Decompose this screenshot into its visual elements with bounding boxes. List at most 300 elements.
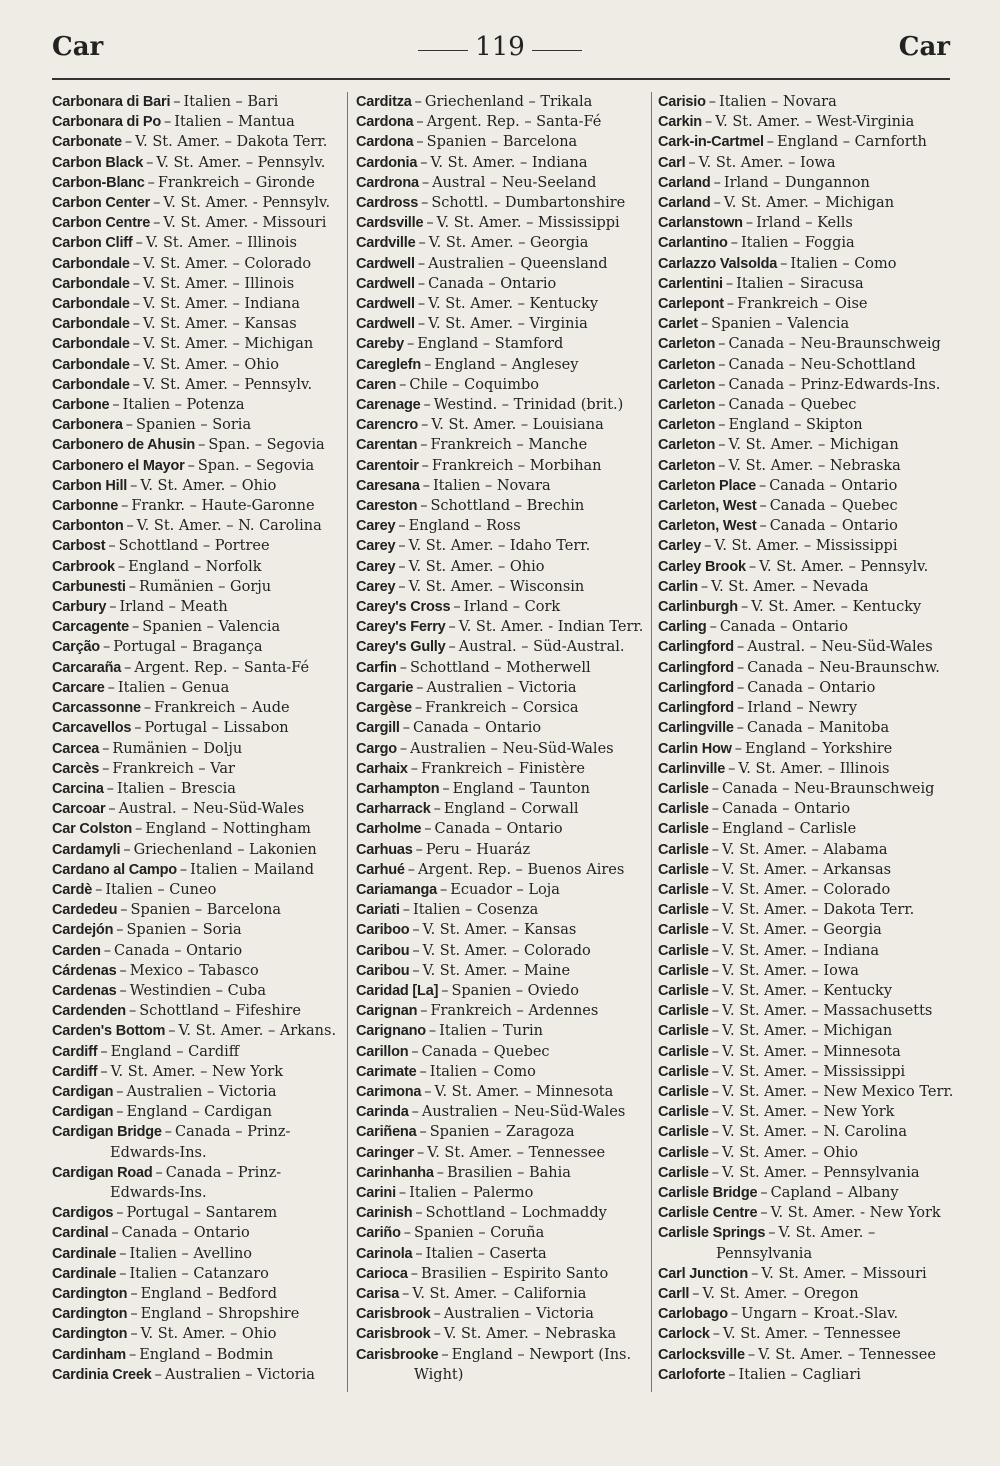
gazetteer-entry [356, 961, 646, 981]
gazetteer-entry [52, 173, 342, 193]
location: V. St. Amer. – Georgia [428, 235, 589, 252]
gazetteer-entry [658, 476, 954, 496]
location: Irland – Cork [463, 599, 561, 616]
entry-dash: – [116, 1205, 124, 1222]
location: V. St. Amer. – Mississippi [436, 215, 620, 232]
place-name: Carfin [356, 659, 397, 676]
location: V. St. Amer. – Colorado [422, 942, 591, 959]
entry-dash: – [410, 1265, 419, 1282]
entry-dash: – [711, 1063, 720, 1080]
gazetteer-entry [658, 759, 954, 779]
location: V. St. Amer. – Michigan [723, 195, 895, 212]
entry-dash: – [412, 942, 420, 959]
place-name: Carlinburgh [658, 599, 738, 616]
gazetteer-entry [658, 1122, 954, 1142]
location: V. St. Amer. – Maine [422, 962, 571, 979]
place-name: Caren [356, 376, 397, 393]
gazetteer-entry [658, 173, 954, 193]
entry-dash: – [119, 1245, 127, 1262]
location: Schottl. – Dumbartonshire [431, 195, 626, 212]
location: V. St. Amer. – Pennsylvania [722, 1164, 920, 1181]
place-name: Carleton [658, 397, 716, 414]
gazetteer-entry [356, 294, 646, 314]
entry-dash: – [102, 740, 110, 757]
place-name: Cárdenas [52, 962, 117, 979]
entry-dash: – [713, 195, 721, 212]
entry-dash: – [130, 1285, 138, 1302]
location: Frankreich – Var [112, 760, 235, 777]
place-name: Carbonton [52, 518, 124, 535]
entry-dash: – [416, 114, 424, 131]
location: Canada – Ontario [747, 679, 876, 696]
place-name: Carisbrook [356, 1326, 431, 1343]
place-name: Cariñena [356, 1124, 417, 1141]
location: V. St. Amer. – Dakota Terr. [722, 902, 915, 919]
place-name: Cardigan [52, 1104, 114, 1121]
location: Canada – Quebec [421, 1043, 550, 1060]
place-name: Cardigos [52, 1205, 114, 1222]
entry-dash: – [421, 174, 430, 191]
entry-dash: – [403, 1225, 411, 1242]
gazetteer-entry [658, 658, 954, 678]
location: Canada – Ontario [114, 942, 243, 959]
entry-dash: – [116, 1083, 124, 1100]
entry-dash: – [704, 538, 712, 555]
location: V. St. Amer. – Tennessee [723, 1326, 901, 1343]
gazetteer-entry [356, 557, 646, 577]
place-name: Carl Junction [658, 1265, 749, 1282]
gazetteer-entry [658, 557, 954, 577]
location: Span. – Segovia [197, 457, 315, 474]
place-name: Carey [356, 578, 396, 595]
place-name: Carlet [658, 316, 698, 333]
gazetteer-entry [356, 355, 646, 375]
place-name: Carling [658, 619, 707, 636]
gazetteer-entry [52, 375, 342, 395]
gazetteer-entry [658, 819, 954, 839]
entry-dash: – [415, 841, 423, 858]
entry-dash: – [726, 296, 735, 313]
entry-dash: – [128, 1346, 137, 1363]
location: Portugal – Santarem [126, 1205, 278, 1222]
place-name: Carey's Ferry [356, 619, 446, 636]
entry-dash: – [711, 881, 720, 898]
entry-dash: – [728, 760, 736, 777]
place-name: Caribou [356, 962, 410, 979]
location: Portugal – Lissabon [144, 720, 289, 737]
entry-dash: – [132, 376, 141, 393]
place-name: Carleton [658, 437, 716, 454]
place-name: Carcea [52, 740, 100, 757]
place-name: Cardamyli [52, 841, 121, 858]
gazetteer-entry [52, 637, 342, 657]
gazetteer-entry [52, 112, 342, 132]
place-name: Carleton [658, 356, 716, 373]
entry-dash: – [421, 457, 429, 474]
location: V. St. Amer. – Illinois [143, 275, 295, 292]
entry-dash: – [740, 599, 749, 616]
gazetteer-entry [658, 941, 954, 961]
location: Schottland – Portree [118, 538, 270, 555]
entry-dash: – [440, 881, 448, 898]
entry-dash: – [164, 1124, 173, 1141]
entry-dash: – [414, 700, 423, 717]
entry-dash: – [692, 1285, 700, 1302]
location: England – Bedford [140, 1285, 277, 1302]
gazetteer-entry [52, 415, 342, 435]
location: V. St. Amer. – Massachusetts [722, 1003, 933, 1020]
location: V. St. Amer. – Indiana [143, 296, 300, 313]
location: Schottland – Brechin [430, 498, 585, 515]
entry-dash: – [398, 558, 406, 575]
place-name: Carcina [52, 780, 104, 797]
place-name: Cardsville [356, 215, 424, 232]
location: Westindien – Cuba [129, 982, 266, 999]
place-name: Carlinville [658, 760, 726, 777]
place-name: Caresana [356, 477, 420, 494]
location: Rumänien – Dolju [112, 740, 243, 757]
location: Rumänien – Gorju [139, 578, 272, 595]
entry-dash: – [134, 720, 142, 737]
column-3 [658, 92, 954, 1385]
location: V. St. Amer. – Minnesota [722, 1043, 901, 1060]
location: Italien – Mantua [174, 114, 295, 131]
location: Irland – Newry [747, 700, 858, 717]
location: Austral – Neu-Seeland [432, 174, 597, 191]
entry-dash: – [711, 1083, 720, 1100]
place-name: Carbon Centre [52, 215, 151, 232]
gazetteer-entry [658, 1284, 954, 1304]
gazetteer-entry [356, 799, 646, 819]
place-name: Cariati [356, 902, 400, 919]
entry-dash: – [448, 639, 456, 656]
column-divider [347, 92, 348, 1392]
location: V. St. Amer. – Nebraska [728, 457, 901, 474]
page-number: 119 [418, 32, 582, 62]
entry-dash: – [399, 740, 408, 757]
location: Italien – Foggia [740, 235, 855, 252]
gazetteer-entry [52, 193, 342, 213]
gazetteer-entry [356, 1223, 646, 1243]
entry-dash: – [108, 801, 116, 818]
entry-dash: – [417, 255, 426, 272]
entry-dash: – [713, 174, 721, 191]
gazetteer-entry [356, 1122, 646, 1142]
entry-dash: – [736, 659, 745, 676]
place-name: Carhué [356, 861, 405, 878]
place-name: Cariño [356, 1225, 401, 1242]
gazetteer-entry [356, 1021, 646, 1041]
entry-dash: – [453, 599, 461, 616]
entry-dash: – [411, 1043, 419, 1060]
location: England – Yorkshire [744, 740, 893, 757]
gazetteer-entry [52, 799, 342, 819]
entry-dash: – [420, 437, 428, 454]
location: Italien – Cuneo [105, 881, 217, 898]
gazetteer-entry [658, 334, 954, 354]
place-name: Cardigan [52, 1083, 114, 1100]
gazetteer-entry [356, 173, 646, 193]
gazetteer-entry [52, 1304, 342, 1324]
entry-dash: – [711, 1104, 720, 1121]
entry-dash: – [424, 821, 432, 838]
entry-dash: – [412, 962, 420, 979]
location: Ecuador – Loja [450, 881, 560, 898]
place-name: Carlisle [658, 861, 709, 878]
location: V. St. Amer. – Kentucky [751, 599, 922, 616]
place-name: Cardiff [52, 1063, 98, 1080]
gazetteer-entry [52, 678, 342, 698]
entry-dash: – [125, 417, 133, 434]
gazetteer-entry [658, 1304, 954, 1324]
gazetteer-entry [356, 153, 646, 173]
location: Italien – Genua [117, 679, 230, 696]
location: Spanien – Valencia [142, 619, 281, 636]
place-name: Carharrack [356, 801, 431, 818]
location: Italien – Palermo [409, 1184, 534, 1201]
location: V. St. Amer. – Kansas [143, 316, 297, 333]
entry-dash: – [132, 356, 141, 373]
location: V. St. Amer. – Ohio [140, 477, 277, 494]
gazetteer-entry [658, 375, 954, 395]
location: Austral. – Neu-Süd-Wales [118, 801, 305, 818]
place-name: Caridad [La] [356, 982, 439, 999]
location: Italien – Novara [719, 94, 837, 110]
location: V. St. Amer. – New Mexico Terr. [722, 1083, 954, 1100]
place-name: Cardigan Bridge [52, 1124, 162, 1141]
place-name: Carditza [356, 94, 412, 110]
place-name: Cardè [52, 881, 93, 898]
place-name: Carlock [658, 1326, 710, 1343]
location: Ungarn – Kroat.-Slav. [741, 1306, 899, 1323]
location: England – Shropshire [140, 1306, 300, 1323]
entry-dash: – [441, 1346, 449, 1363]
place-name: Carlisle [658, 1144, 709, 1161]
place-name: Cardinale [52, 1265, 117, 1282]
place-name: Carleton Place [658, 477, 756, 494]
entry-dash: – [100, 1063, 108, 1080]
place-name: Carisbrook [356, 1306, 431, 1323]
place-name: Carcassonne [52, 700, 141, 717]
location: Australien – Neu-Süd-Wales [421, 1104, 626, 1121]
place-name: Carlisle [658, 821, 709, 838]
location: Austral. – Süd-Austral. [458, 639, 625, 656]
gazetteer-entry [356, 1183, 646, 1203]
location: Canada – Quebec [769, 498, 898, 515]
place-name: Carinola [356, 1245, 413, 1262]
entry-dash: – [433, 1326, 441, 1343]
entry-dash: – [759, 518, 767, 535]
place-name: Cardinham [52, 1346, 126, 1363]
location: Spanien – Soria [135, 417, 252, 434]
place-name: Car Colston [52, 821, 132, 838]
place-name: Carleton [658, 376, 716, 393]
place-name: Cardona [356, 114, 414, 131]
place-name: Carlisle [658, 1043, 709, 1060]
entry-dash: – [768, 1225, 776, 1242]
location: Italien – Turin [439, 1023, 543, 1040]
place-name: Carlisle [658, 1104, 709, 1121]
location: V. St. Amer. – Michigan [143, 336, 314, 353]
place-name: Cardinia Creek [52, 1366, 152, 1383]
place-name: Carden's Bottom [52, 1023, 166, 1040]
place-name: Carimona [356, 1083, 422, 1100]
location: Frankr. – Haute-Garonne [131, 498, 315, 515]
place-name: Carley [658, 538, 702, 555]
entry-dash: – [422, 477, 430, 494]
gazetteer-entry [52, 981, 342, 1001]
place-name: Cardington [52, 1306, 128, 1323]
entry-dash: – [109, 599, 117, 616]
entry-dash: – [718, 376, 726, 393]
entry-dash: – [414, 94, 422, 110]
place-name: Carbonne [52, 498, 119, 515]
location: Spanien – Barcelona [130, 902, 282, 919]
location: Spanien – Zaragoza [429, 1124, 575, 1141]
location: England – Stamford [417, 336, 564, 353]
gazetteer-entry [658, 1102, 954, 1122]
gazetteer-entry [356, 920, 646, 940]
place-name: Careglefn [356, 356, 422, 373]
place-name: Carleton, West [658, 498, 757, 515]
gazetteer-entry [658, 193, 954, 213]
gazetteer-entry [356, 698, 646, 718]
gazetteer-entry [356, 819, 646, 839]
location: Spanien – Barcelona [426, 134, 578, 151]
entry-dash: – [132, 316, 141, 333]
entry-dash: – [132, 336, 141, 353]
location: V. St. Amer. – N. Carolina [722, 1124, 908, 1141]
gazetteer-entry [658, 274, 954, 294]
gazetteer-entry [52, 1284, 342, 1304]
entry-dash: – [709, 619, 717, 636]
location: V. St. Amer. – New York [722, 1104, 895, 1121]
column-2 [356, 92, 646, 1385]
gazetteer-entry [52, 233, 342, 253]
location: V. St. Amer. – Iowa [698, 154, 836, 171]
entry-dash: – [711, 821, 720, 838]
entry-dash: – [102, 760, 110, 777]
location: England – Norfolk [128, 558, 262, 575]
gazetteer-entry [658, 435, 954, 455]
location: Peru – Huaráz [425, 841, 531, 858]
gazetteer-entry [52, 920, 342, 940]
gazetteer-entry [356, 1284, 646, 1304]
gazetteer-entry [658, 314, 954, 334]
gazetteer-entry [52, 213, 342, 233]
entry-dash: – [132, 255, 141, 272]
place-name: Carbondale [52, 275, 130, 292]
location: V. St. Amer. – West-Virginia [715, 114, 915, 131]
place-name: Carbone [52, 397, 110, 414]
place-name: Carisbrooke [356, 1346, 439, 1363]
gazetteer-entry [356, 132, 646, 152]
place-name: Carlisle Bridge [658, 1184, 758, 1201]
location: V. St. Amer. - Missouri [163, 215, 327, 232]
place-name: Cardrona [356, 174, 419, 191]
gazetteer-entry [356, 496, 646, 516]
location: Frankreich – Aude [154, 700, 290, 717]
entry-dash: – [123, 841, 131, 858]
place-name: Carll [658, 1285, 690, 1302]
place-name: Cargèse [356, 700, 412, 717]
entry-dash: – [108, 538, 116, 555]
location: V. St. Amer. – New York [110, 1063, 283, 1080]
entry-dash: – [419, 1063, 427, 1080]
gazetteer-entry [658, 920, 954, 940]
gazetteer-entry [52, 456, 342, 476]
location: Frankreich – Oise [737, 296, 868, 313]
location: V. St. Amer. – Iowa [722, 962, 859, 979]
location: V. St. Amer. – Nevada [711, 578, 869, 595]
gazetteer-entry [658, 840, 954, 860]
gazetteer-entry [658, 981, 954, 1001]
entry-dash: – [402, 1285, 410, 1302]
place-name: Carcavellos [52, 720, 132, 737]
place-name: Carhuas [356, 841, 413, 858]
gazetteer-entry [658, 1082, 954, 1102]
running-head-left: Car [52, 32, 104, 62]
gazetteer-entry [658, 1223, 954, 1263]
location: Portugal – Bragança [113, 639, 263, 656]
gazetteer-entry [356, 435, 646, 455]
gazetteer-entry [52, 718, 342, 738]
location: Italien – Siracusa [736, 275, 864, 292]
place-name: Carlisle [658, 942, 709, 959]
place-name: Carl [658, 154, 686, 171]
entry-dash: – [433, 801, 441, 818]
gazetteer-entry [52, 1365, 342, 1385]
entry-dash: – [107, 679, 115, 696]
location: Chile – Coquimbo [409, 376, 539, 393]
place-name: Cardejón [52, 922, 114, 939]
place-name: Carimate [356, 1063, 417, 1080]
gazetteer-entry [356, 981, 646, 1001]
gazetteer-entry [658, 132, 954, 152]
location: Italien – Potenza [122, 397, 245, 414]
location: Italien – Catanzaro [129, 1265, 269, 1282]
entry-dash: – [736, 679, 745, 696]
location: V. St. Amer. – Georgia [722, 922, 882, 939]
entry-dash: – [95, 881, 103, 898]
gazetteer-entry [356, 274, 646, 294]
gazetteer-entry [658, 92, 954, 112]
gazetteer-entry [658, 1163, 954, 1183]
entry-dash: – [116, 922, 124, 939]
gazetteer-entry [658, 213, 954, 233]
gazetteer-entry [356, 941, 646, 961]
location: Capland – Albany [770, 1184, 899, 1201]
entry-dash: – [153, 215, 161, 232]
entry-dash: – [711, 780, 720, 797]
gazetteer-entry [356, 395, 646, 415]
entry-dash: – [402, 902, 410, 919]
place-name: Cardross [356, 195, 419, 212]
entry-dash: – [418, 235, 426, 252]
place-name: Carey's Cross [356, 599, 451, 616]
location: England – Skipton [728, 417, 863, 434]
location: V. St. Amer. – California [412, 1285, 587, 1302]
place-name: Caringer [356, 1144, 415, 1161]
gazetteer-entry [658, 961, 954, 981]
place-name: Carlin [658, 578, 698, 595]
gazetteer-entry [52, 1203, 342, 1223]
running-head-right: Car [898, 32, 950, 62]
gazetteer-entry [52, 132, 342, 152]
place-name: Carentan [356, 437, 418, 454]
entry-dash: – [154, 1366, 162, 1383]
location: V. St. Amer. - Indian Terr. [458, 619, 644, 636]
